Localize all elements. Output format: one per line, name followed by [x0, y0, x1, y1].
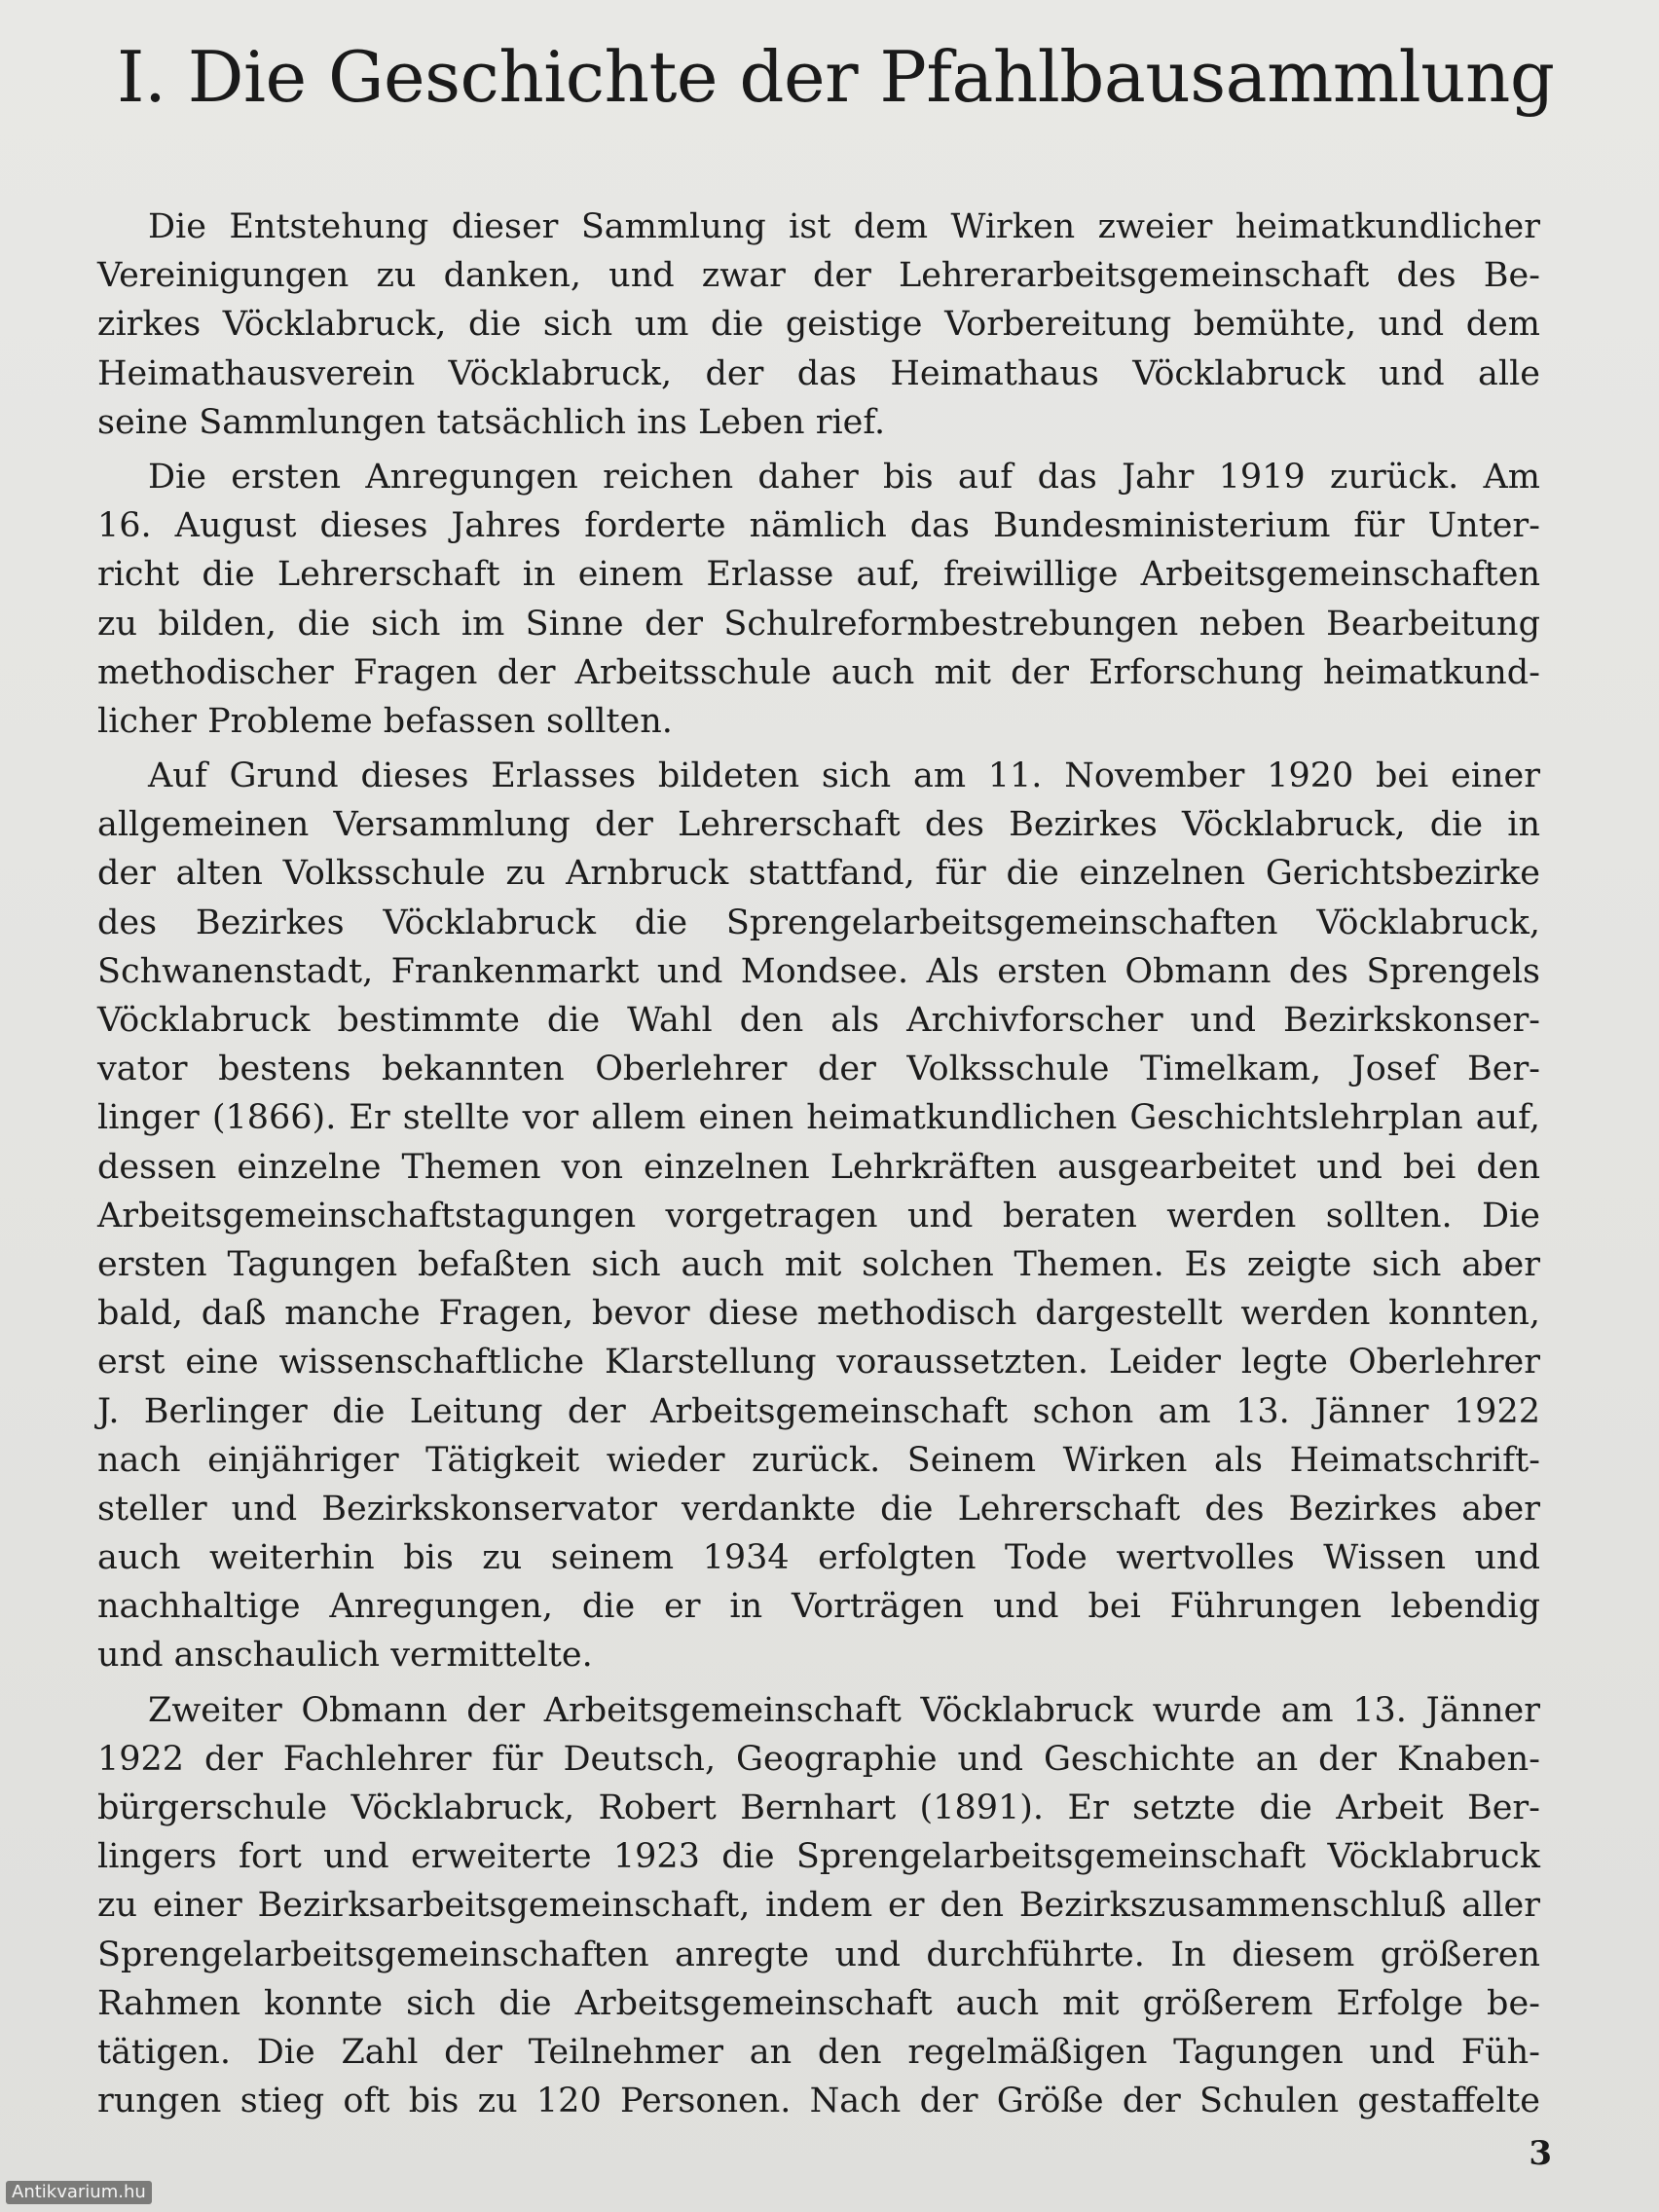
text-line: und anschaulich vermittelte. [97, 1636, 593, 1676]
text-line: tätigen. Die Zahl der Teilnehmer an den regelmäßigen Tagungen und Füh- [97, 2032, 1540, 2072]
text-line: steller und Bezirkskonservator verdankte die Lehrerschaft des Bezirkes aber [97, 1489, 1540, 1529]
text-line: Schwanenstadt, Frankenmarkt und Mondsee. Als ersten Obmann des Sprengels [97, 951, 1540, 991]
text-line: bald, daß manche Fragen, bevor diese methodisch dargestellt werden konnten, [97, 1294, 1540, 1334]
text-line: Die ersten Anregungen reichen daher bis auf das Jahr 1919 zurück. Am [148, 457, 1540, 497]
text-line: Vereinigungen zu danken, und zwar der Lehrerarbeitsgemeinschaft des Be- [97, 256, 1540, 296]
body-text [97, 203, 1540, 2131]
text-line: vator bestens bekannten Oberlehrer der Volksschule Timelkam, Josef Ber- [97, 1050, 1540, 1089]
text-line: auch weiterhin bis zu seinem 1934 erfolgten Tode wertvolles Wissen und [97, 1538, 1540, 1578]
text-line: Auf Grund dieses Erlasses bildeten sich am 11. November 1920 bei einer [148, 756, 1540, 796]
text-line: licher Probleme befassen sollten. [97, 701, 673, 741]
text-line: zu bilden, die sich im Sinne der Schulreformbestrebungen neben Bearbeitung [97, 604, 1540, 644]
text-line: rungen stieg oft bis zu 120 Personen. Nach der Größe der Schulen gestaffelte [97, 2082, 1540, 2121]
text-line: erst eine wissenschaftliche Klarstellung voraussetzten. Leider legte Oberlehrer [97, 1343, 1540, 1382]
text-line: Heimathausverein Vöcklabruck, der das Heimathaus Vöcklabruck und alle [97, 353, 1540, 393]
text-line: ersten Tagungen befaßten sich auch mit solchen Themen. Es zeigte sich aber [97, 1244, 1540, 1284]
text-line: seine Sammlungen tatsächlich ins Leben rief. [97, 402, 886, 442]
watermark: Antikvarium.hu [6, 2181, 152, 2204]
paragraph [97, 453, 1540, 746]
text-line: 16. August dieses Jahres forderte nämlich das Bundesministerium für Unter- [97, 506, 1540, 546]
text-line: der alten Volksschule zu Arnbruck stattfand, für die einzelnen Gerichtsbezirke [97, 854, 1540, 894]
text-line: Sprengelarbeitsgemeinschaften anregte und durchführte. In diesem größeren [97, 1935, 1540, 1974]
paragraph [97, 752, 1540, 1680]
text-line: 1922 der Fachlehrer für Deutsch, Geographie und Geschichte an der Knaben- [97, 1739, 1540, 1779]
text-line: dessen einzelne Themen von einzelnen Lehrkräften ausgearbeitet und bei den [97, 1147, 1540, 1187]
text-line: zirkes Vöcklabruck, die sich um die geistige Vorbereitung bemühte, und dem [97, 305, 1540, 345]
paragraph [97, 203, 1540, 447]
text-line: methodischer Fragen der Arbeitsschule auch mit der Erforschung heimatkund- [97, 652, 1540, 692]
text-line: nachhaltige Anregungen, die er in Vorträgen und bei Führungen lebendig [97, 1587, 1540, 1627]
text-line: lingers fort und erweiterte 1923 die Sprengelarbeitsgemeinschaft Vöcklabruck [97, 1837, 1540, 1877]
text-line: des Bezirkes Vöcklabruck die Sprengelarbeitsgemeinschaften Vöcklabruck, [97, 903, 1540, 942]
text-line: Arbeitsgemeinschaftstagungen vorgetragen und beraten werden sollten. Die [97, 1196, 1540, 1235]
page-number: 3 [1529, 2134, 1552, 2173]
page-title: I. Die Geschichte der Pfahlbausammlung [117, 36, 1555, 118]
text-line: bürgerschule Vöcklabruck, Robert Bernhart (1891). Er setzte die Arbeit Ber- [97, 1788, 1540, 1827]
text-line: zu einer Bezirksarbeitsgemeinschaft, indem er den Bezirkszusammenschluß aller [97, 1886, 1540, 1926]
text-line: allgemeinen Versammlung der Lehrerschaft des Bezirkes Vöcklabruck, die in [97, 805, 1540, 845]
paragraph [97, 1686, 1540, 2126]
text-line: nach einjähriger Tätigkeit wieder zurück. Seinem Wirken als Heimatschrift- [97, 1440, 1540, 1480]
text-line: Rahmen konnte sich die Arbeitsgemeinschaft auch mit größerem Erfolge be- [97, 1983, 1540, 2023]
text-line: linger (1866). Er stellte vor allem einen heimatkundlichen Geschichtslehrplan auf, [97, 1098, 1540, 1138]
text-line: Vöcklabruck bestimmte die Wahl den als Archivforscher und Bezirkskonser- [97, 1001, 1540, 1040]
text-line: J. Berlinger die Leitung der Arbeitsgemeinschaft schon am 13. Jänner 1922 [97, 1391, 1540, 1431]
text-line: Die Entstehung dieser Sammlung ist dem Wirken zweier heimatkundlicher [148, 207, 1540, 246]
text-line: richt die Lehrerschaft in einem Erlasse auf, freiwillige Arbeitsgemeinschaften [97, 555, 1540, 595]
text-line: Zweiter Obmann der Arbeitsgemeinschaft Vöcklabruck wurde am 13. Jänner [148, 1690, 1540, 1730]
